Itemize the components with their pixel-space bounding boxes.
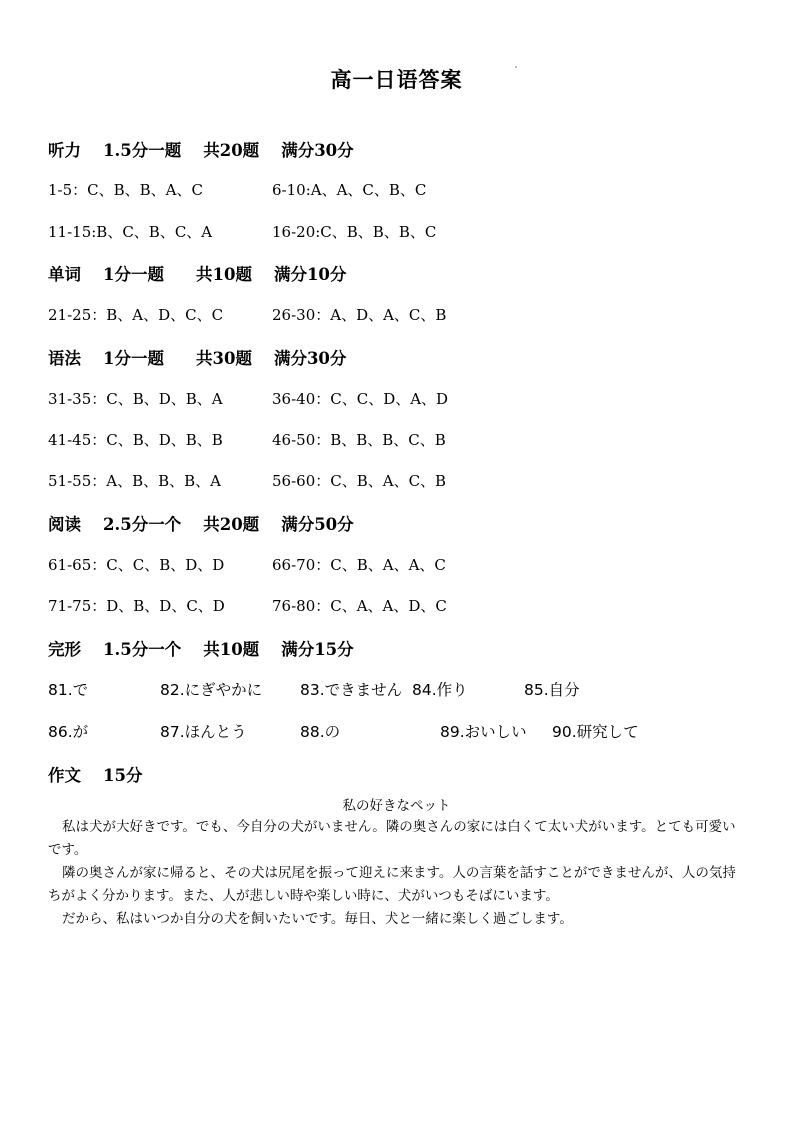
section-count: 共10题 [195,265,252,284]
cloze-answer: 87.ほんとう [160,723,247,741]
section-header-cloze [48,636,354,660]
cloze-answer: 81.で [48,681,89,699]
essay-paragraph: 私は犬が大好きです。でも、今自分の犬がいません。隣の奥さんの家には白くて太い犬がいます。とても可愛いです。 [48,819,736,858]
cloze-answer: 89.おいしい [440,723,527,741]
section-header-vocabulary [48,261,346,285]
answer-range: 56-60：C、B、A、C、B [272,472,447,490]
section-count: 共20题 [203,515,260,534]
answer-range: 11-15:B、C、B、C、A [48,223,213,241]
section-points: 1分一题 [103,265,164,284]
essay-paragraph: だから、私はいつか自分の犬を飼いたいです。毎日、犬と一緒に楽しく過ごします。 [62,911,573,927]
section-header-reading [48,511,354,535]
cloze-answer: 83.できません [300,681,403,699]
answer-range: 1-5：C、B、B、A、C [48,181,203,199]
section-name: 听力 [48,141,81,160]
scan-dot [515,66,517,68]
cloze-answer: 84.作り [412,681,468,699]
section-points: 1分一题 [103,349,164,368]
cloze-answer: 82.にぎやかに [160,681,263,699]
cloze-answer: 88.の [300,723,341,741]
essay-body [48,816,748,931]
section-count: 共30题 [195,349,252,368]
essay-title: 私の好きなペット [342,798,451,814]
section-header-listening [48,137,354,161]
answer-range: 61-65：C、C、B、D、D [48,556,225,574]
answer-range: 6-10:A、A、C、B、C [272,181,427,199]
section-header-composition [48,762,142,786]
section-points: 1.5分一题 [103,141,182,160]
section-total: 满分30分 [273,349,347,368]
answer-range: 21-25：B、A、D、C、C [48,306,224,324]
cloze-answer: 85.自分 [524,681,580,699]
section-total: 满分50分 [281,515,354,534]
answer-range: 46-50：B、B、B、C、B [272,431,446,449]
section-points: 1.5分一个 [103,640,182,659]
answer-range: 26-30：A、D、A、C、B [272,306,447,324]
essay-paragraph: 隣の奥さんが家に帰ると、その犬は尻尾を振って迎えに来ます。人の言葉を話すことができませんが、人の気持ちがよく分かります。また、人が悲しい時や楽しい時に、犬がいつもそばにいます。 [48,865,736,904]
section-points: 15分 [103,766,143,785]
answer-range: 41-45：C、B、D、B、B [48,431,223,449]
section-total: 满分10分 [273,265,347,284]
answer-range: 31-35：C、B、D、B、A [48,390,223,408]
answer-range: 76-80：C、A、A、D、C [272,597,447,615]
answer-range: 16-20:C、B、B、B、C [272,223,437,241]
section-header-grammar [48,345,346,369]
section-total: 满分15分 [281,640,354,659]
answer-range: 51-55：A、B、B、B、A [48,472,221,490]
section-name: 单词 [48,265,81,284]
answer-range: 36-40：C、C、D、A、D [272,390,449,408]
section-name: 语法 [48,349,81,368]
section-count: 共10题 [203,640,260,659]
page-title: 高一日语答案 [330,67,463,92]
section-name: 作文 [48,766,81,785]
answer-range: 66-70：C、B、A、A、C [272,556,446,574]
cloze-answer: 86.が [48,723,89,741]
cloze-answer: 90.研究して [552,723,639,741]
section-name: 阅读 [48,515,81,534]
section-total: 满分30分 [281,141,354,160]
answer-range: 71-75：D、B、D、C、D [48,597,225,615]
section-count: 共20题 [203,141,260,160]
section-name: 完形 [48,640,81,659]
section-points: 2.5分一个 [103,515,182,534]
